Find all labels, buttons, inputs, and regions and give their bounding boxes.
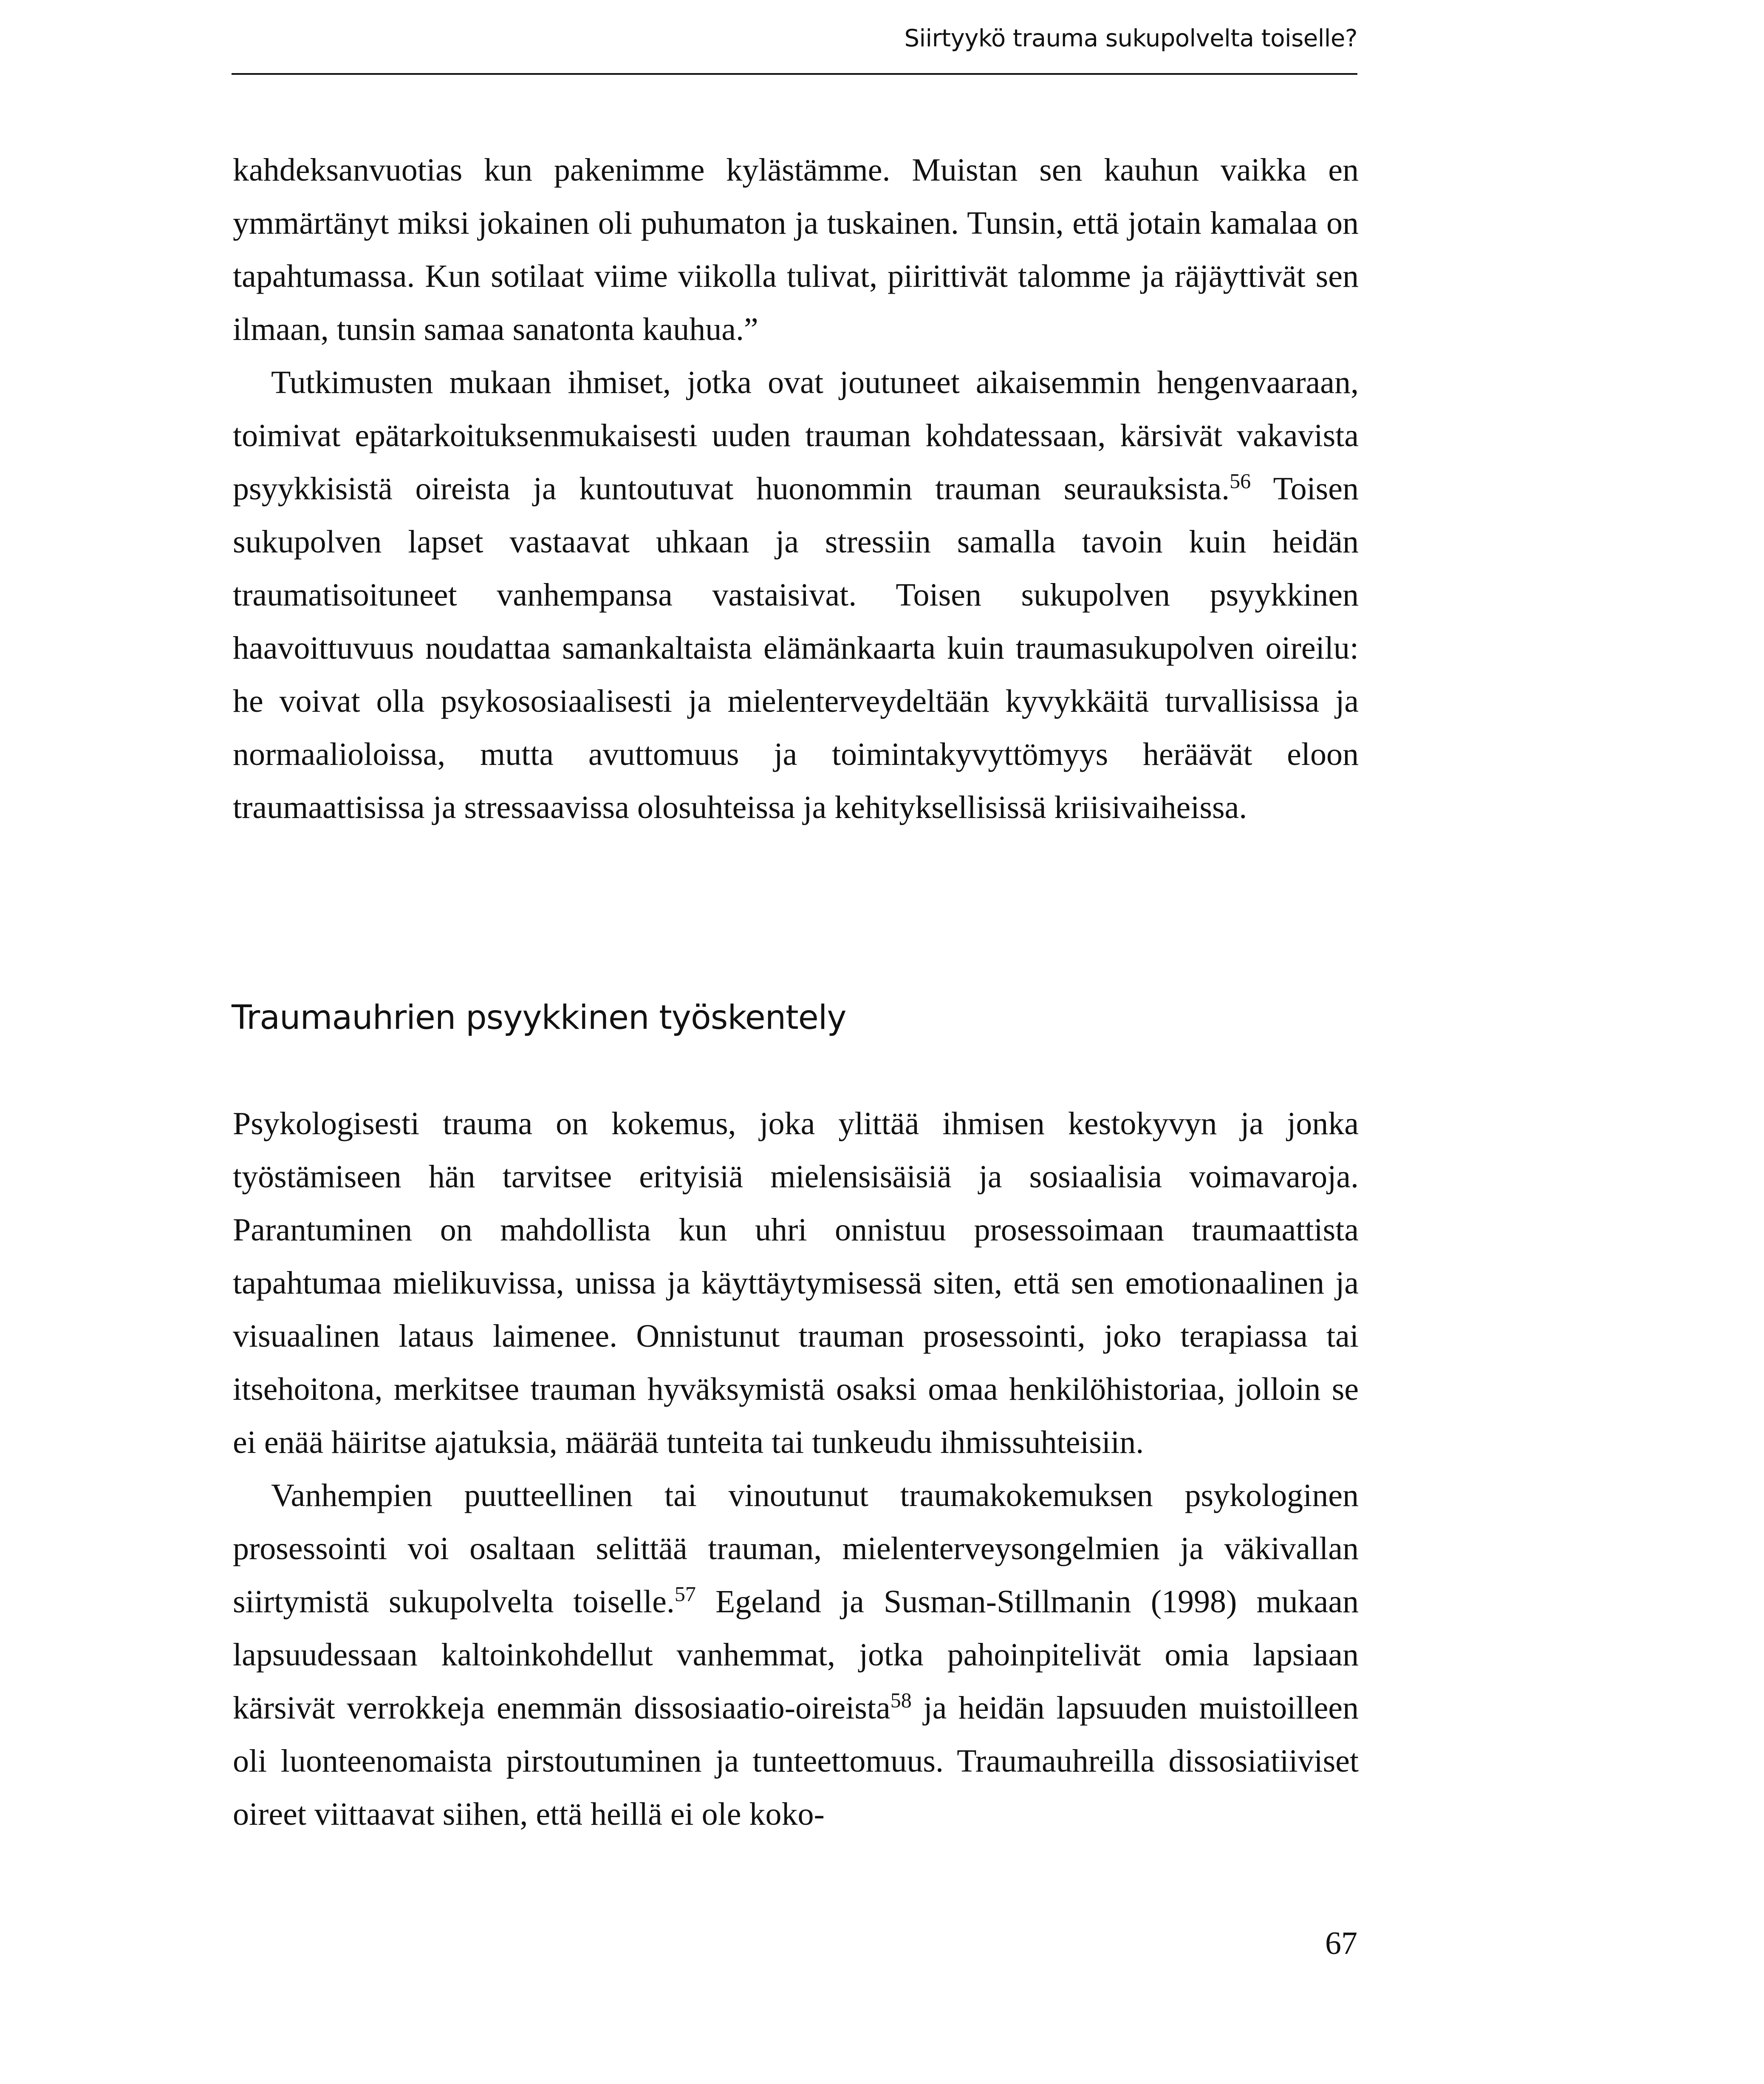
paragraph-text: Tutkimusten mukaan ihmiset, jotka ovat joutuneet aikaisemmin hengenvaaraan, toimivat epätarkoituksenmukaisesti uuden trauman kohdatessaan, kärsivät vakavista psyykkisistä oireista ja kuntoutuvat huonommin trauman seurauksista. [233,365,1359,507]
page-number: 67 [1325,1925,1357,1961]
paragraph-parents-processing [233,1469,1359,1841]
header-rule [232,73,1357,75]
paragraph-text: Egeland ja Susman-Stillmanin (1998) mukaan lapsuudessaan kaltoinkohdellut vanhemmat, jotka pahoinpitelivät omia lapsiaan kärsivät verrokkeja enemmän dissosiaatio-oireista [233,1584,1359,1726]
paragraph-text: Toisen sukupolven lapset vastaavat uhkaan ja stressiin samalla tavoin kuin heidän traumatisoituneet vanhempansa vastaisivat. Toisen sukupolven psyykkinen haavoittuvuus noudattaa samankaltaista elämänkaarta kuin traumasukupolven oireilu: he voivat olla psykososiaalisesti ja mielenterveydeltään kyvykkäitä turvallisissa ja normaalioloissa, mutta avuttomuus ja toimintakyvyttömyys heräävät eloon traumaattisissa ja stressaavissa olosuhteissa ja kehityksellisissä kriisivaiheissa. [233,471,1359,825]
paragraph-text: ja heidän lapsuuden muistoilleen oli luonteenomaista pirstoutuminen ja tunteettomuus. Traumauhreilla dissosiatiiviset oireet viittaavat siihen, että heillä ei ole koko- [233,1690,1359,1832]
footnote-ref-57: 57 [674,1582,696,1606]
section-text-block [233,1097,1359,1841]
running-head: Siirtyykö trauma sukupolvelta toiselle? [904,25,1357,52]
paragraph-trauma-definition: Psykologisesti trauma on kokemus, joka ylittää ihmisen kestokyvyn ja jonka työstämiseen hän tarvitsee erityisiä mielensisäisiä ja sosiaalisia voimavaroja. Parantuminen on mahdollista kun uhri onnistuu prosessoimaan traumaattista tapahtumaa mielikuvissa, unissa ja käyttäytymisessä siten, että sen emotionaalinen ja visuaalinen lataus laimenee. Onnistunut trauman prosessointi, joko terapiassa tai itsehoitona, merkitsee trauman hyväksymistä osaksi omaa henkilöhistoriaa, jolloin se ei enää häiritse ajatuksia, määrää tunteita tai tunkeudu ihmissuhteisiin. [233,1106,1359,1460]
footnote-ref-56: 56 [1230,469,1251,493]
paragraph-quote-end: kahdeksanvuotias kun pakenimme kylästämme. Muistan sen kauhun vaikka en ymmärtänyt miksi jokainen oli puhumaton ja tuskainen. Tunsin, että jotain kamalaa on tapahtumassa. Kun sotilaat viime viikolla tulivat, piirittivät talomme ja räjäyttivät sen ilmaan, tunsin samaa sanatonta kauhua.” [233,152,1359,347]
paragraph-research [233,356,1359,834]
top-text-block [233,144,1359,834]
footnote-ref-58: 58 [890,1688,912,1712]
section-heading: Traumauhrien psyykkinen työskentely [232,999,846,1037]
paragraph-text: Vanhempien puutteellinen tai vinoutunut traumakokemuksen psykologinen prosessointi voi osaltaan selittää trauman, mielenterveysongelmien ja väkivallan siirtymistä sukupolvelta toiselle. [233,1478,1359,1620]
